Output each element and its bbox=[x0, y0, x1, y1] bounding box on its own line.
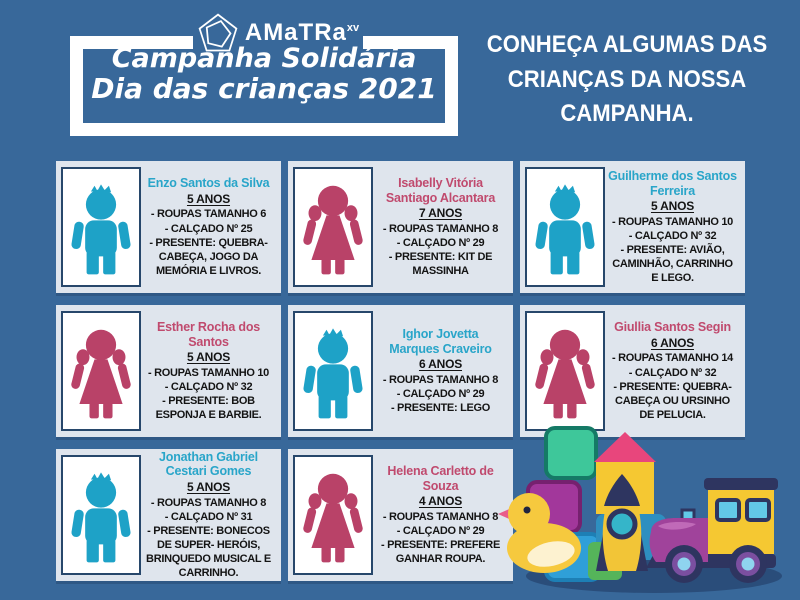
child-clothes-size: - ROUPAS TAMANHO 8 bbox=[382, 510, 499, 523]
campaign-headline bbox=[475, 28, 779, 132]
child-name: Enzo Santos da Silva bbox=[147, 176, 270, 191]
child-card bbox=[56, 161, 281, 293]
boy-icon bbox=[65, 461, 137, 573]
child-clothes-size: - ROUPAS TAMANHO 8 bbox=[382, 222, 499, 235]
boy-icon bbox=[529, 173, 601, 285]
girl-icon bbox=[65, 317, 137, 429]
child-info bbox=[373, 176, 508, 278]
child-present-wish: - PRESENTE: KIT DE MASSINHA bbox=[388, 251, 493, 278]
child-name: Esther Rocha dos Santos bbox=[156, 319, 261, 349]
child-shoe-size: - CALÇADO Nº 29 bbox=[396, 236, 485, 249]
child-present-wish: - PRESENTE: QUEBRA-CABEÇA OU URSINHO DE PELUCIA. bbox=[613, 380, 732, 421]
child-photo-frame bbox=[61, 167, 141, 287]
child-info bbox=[141, 320, 276, 422]
child-present-wish: - PRESENTE: PREFERE GANHAR ROUPA. bbox=[381, 539, 500, 566]
child-age: 6 ANOS bbox=[418, 357, 463, 372]
child-info bbox=[373, 327, 508, 415]
child-clothes-size: - ROUPAS TAMANHO 8 bbox=[150, 496, 267, 509]
banner-line2: Dia das crianças 2021 bbox=[91, 71, 437, 105]
banner-title bbox=[70, 44, 458, 104]
boy-icon bbox=[65, 173, 137, 285]
headline-line1: CONHEÇA ALGUMAS DAS bbox=[486, 31, 768, 58]
child-info bbox=[141, 176, 276, 278]
child-photo-frame bbox=[293, 167, 373, 287]
banner-line1: Campanha Solidária bbox=[111, 43, 417, 74]
child-age: 7 ANOS bbox=[418, 206, 463, 221]
child-shoe-size: - CALÇADO Nº 29 bbox=[396, 524, 485, 537]
child-present-wish: - PRESENTE: AVIÃO, CAMINHÃO, CARRINHO E LEGO. bbox=[612, 244, 733, 285]
child-age: 4 ANOS bbox=[418, 494, 463, 509]
girl-icon bbox=[297, 173, 369, 285]
child-name: Jonathan Gabriel Cestari Gomes bbox=[159, 449, 258, 479]
child-name: Helena Carletto de Souza bbox=[387, 463, 494, 493]
girl-icon bbox=[529, 317, 601, 429]
headline-line2: CRIANÇAS DA NOSSA bbox=[507, 65, 747, 93]
child-age: 5 ANOS bbox=[186, 480, 231, 495]
child-clothes-size: - ROUPAS TAMANHO 14 bbox=[611, 352, 733, 365]
child-clothes-size: - ROUPAS TAMANHO 6 bbox=[150, 208, 267, 221]
child-shoe-size: - CALÇADO Nº 32 bbox=[164, 380, 253, 393]
boy-icon bbox=[297, 317, 369, 429]
child-shoe-size: - CALÇADO Nº 31 bbox=[164, 510, 253, 523]
child-card bbox=[288, 305, 513, 437]
child-info bbox=[141, 450, 276, 581]
child-card bbox=[520, 305, 745, 437]
child-photo-frame bbox=[293, 455, 373, 575]
logo-sup: xv bbox=[346, 22, 360, 34]
child-clothes-size: - ROUPAS TAMANHO 8 bbox=[382, 373, 499, 386]
child-photo-frame bbox=[61, 455, 141, 575]
child-present-wish: - PRESENTE: QUEBRA-CABEÇA, JOGO DA MEMÓRIA E LIVROS. bbox=[149, 236, 268, 277]
toy-train-icon bbox=[646, 478, 778, 583]
toys-illustration bbox=[496, 426, 786, 596]
child-clothes-size: - ROUPAS TAMANHO 10 bbox=[611, 215, 733, 228]
child-present-wish: - PRESENTE: LEGO bbox=[390, 402, 491, 415]
child-name: Isabelly Vitória Santiago Alcantara bbox=[385, 175, 496, 205]
child-info bbox=[605, 169, 740, 285]
girl-icon bbox=[297, 461, 369, 573]
child-clothes-size: - ROUPAS TAMANHO 10 bbox=[147, 366, 269, 379]
child-info bbox=[605, 320, 740, 422]
child-photo-frame bbox=[525, 167, 605, 287]
child-present-wish: - PRESENTE: BONECOS DE SUPER- HERÓIS, BRINQUEDO MUSICAL E CARRINHO. bbox=[146, 524, 271, 580]
child-name: Ighor Jovetta Marques Craveiro bbox=[389, 326, 492, 356]
child-photo-frame bbox=[61, 311, 141, 431]
logo-text: AMaTRa$^{xv}$ bbox=[244, 19, 360, 46]
child-card bbox=[520, 161, 745, 293]
child-card bbox=[288, 449, 513, 581]
child-present-wish: - PRESENTE: BOB ESPONJA E BARBIE. bbox=[155, 395, 262, 422]
child-photo-frame bbox=[525, 311, 605, 431]
child-info bbox=[373, 464, 508, 566]
child-shoe-size: - CALÇADO Nº 29 bbox=[396, 388, 485, 400]
child-age: 6 ANOS bbox=[650, 335, 695, 350]
child-card bbox=[56, 305, 281, 437]
child-name: Giullia Santos Segin bbox=[614, 320, 731, 335]
child-age: 5 ANOS bbox=[650, 199, 695, 214]
child-name: Guilherme dos Santos Ferreira bbox=[608, 168, 737, 198]
child-shoe-size: - CALÇADO Nº 32 bbox=[628, 366, 717, 379]
child-card bbox=[288, 161, 513, 293]
child-photo-frame bbox=[293, 311, 373, 431]
headline-line3: CAMPANHA. bbox=[560, 100, 694, 128]
child-shoe-size: - CALÇADO Nº 25 bbox=[164, 222, 253, 235]
child-shoe-size: - CALÇADO Nº 32 bbox=[628, 229, 717, 242]
child-age: 5 ANOS bbox=[186, 191, 231, 206]
child-card bbox=[56, 449, 281, 581]
child-age: 5 ANOS bbox=[186, 350, 231, 365]
